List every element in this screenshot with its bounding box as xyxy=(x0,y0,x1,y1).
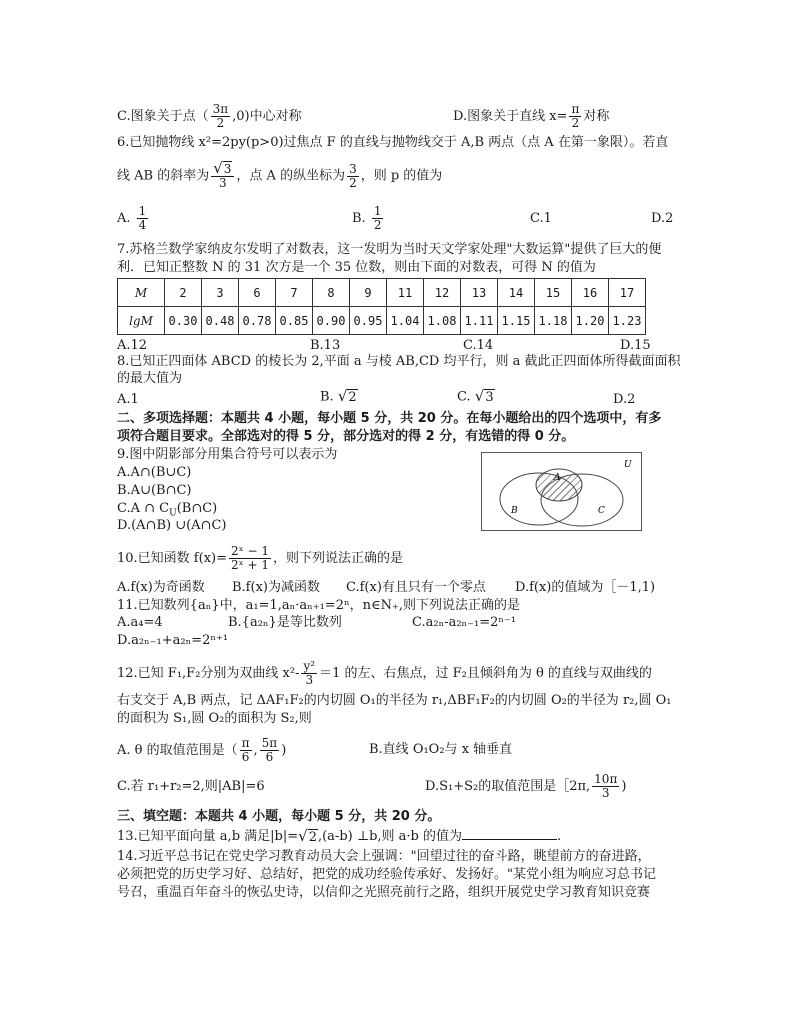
section-2-instructions: 项符合题目要求。全部选对的得 5 分，部分选对的得 2 分，有选错的得 0 分。 xyxy=(117,429,575,444)
q13-stem: 13.已知平面向量 a,b 满足|b|=√2,(a-b) ⊥b,则 a·b 的值为 . xyxy=(117,826,562,845)
log-table-cell: 1.11 xyxy=(461,307,498,335)
q12-option-a: A. θ 的取值范围是（ $\frac{\pi}{6}$ , $\frac{5\pi}{6}$ ) xyxy=(117,736,287,764)
log-table-cell: 9 xyxy=(350,279,387,307)
q6-option-a: A. $\frac{1}{4}$ xyxy=(117,204,147,232)
section-2-heading: 二、多项选择题：本题共 4 小题，每小题 5 分，共 20 分。在每小题给出的四个选项中，有多 xyxy=(117,411,662,426)
log-table-cell: 3 xyxy=(202,279,239,307)
q8-option-d: D.2 xyxy=(613,392,636,407)
log-table-cell: 1.08 xyxy=(424,307,461,335)
log-table-cell: 13 xyxy=(461,279,498,307)
venn-label-b: B xyxy=(511,506,518,516)
q10-option-c: C.f(x)有且只有一个零点 xyxy=(346,580,486,595)
q6-option-d: D.2 xyxy=(651,211,674,226)
log-table-cell: 8 xyxy=(313,279,350,307)
q8-option-c: C. √3 xyxy=(457,387,494,405)
q10-stem: 10.已知函数 f(x)= $\frac{\text{2ˣ − 1}}{\text{2ˣ + 1}}$ ，则下列说法正确的是 xyxy=(117,544,404,572)
q14-stem-line3: 号召，重温百年奋斗的恢弘史诗，以信仰之光照亮前行之路，组织开展党史学习教育知识竞赛 xyxy=(117,885,651,900)
q11-option-b: B.{a₂ₙ}是等比数列 xyxy=(228,615,342,630)
log-table-cell: 7 xyxy=(276,279,313,307)
log-table-cell: 0.30 xyxy=(165,307,202,335)
q11-stem: 11.已知数列{aₙ}中，a₁=1,aₙ·aₙ₊₁=2ⁿ，n∈N₊,则下列说法正确的是 xyxy=(117,598,520,613)
venn-diagram xyxy=(481,452,642,531)
log-table-cell: 15 xyxy=(535,279,572,307)
q12-stem-line1: 12.已知 F₁,F₂分别为双曲线 x²- $\frac{\text{y²}}{3}$ ＝1 的左、右焦点，过 F₂且倾斜角为 θ 的直线与双曲线的 xyxy=(117,659,652,687)
q7-stem-line2: 利．已知正整数 N 的 31 次方是一个 35 位数，则由下面的对数表，可得 N 的值为 xyxy=(117,260,596,275)
log-table-cell: 1.15 xyxy=(498,307,535,335)
q5-option-c: C.图象关于点（ $\frac{3\pi}{2}$ ,0)中心对称 xyxy=(117,102,302,130)
log-table-cell: 0.48 xyxy=(202,307,239,335)
log-table-cell: 1.23 xyxy=(609,307,646,335)
venn-label-u: U xyxy=(624,460,632,470)
venn-label-a: A xyxy=(554,473,561,483)
q9-stem: 9.图中阴影部分用集合符号可以表示为 xyxy=(117,447,338,462)
q7-option-d: D.15 xyxy=(620,338,651,353)
log-table-cell: 0.85 xyxy=(276,307,313,335)
sqrt-2: √2 xyxy=(298,826,317,845)
q6-option-b: B. $\frac{1}{2}$ xyxy=(352,204,382,232)
log-table-cell: 16 xyxy=(572,279,609,307)
q6-option-c: C.1 xyxy=(530,211,552,226)
sqrt-3: √3 xyxy=(474,387,494,405)
q8-stem-line2: 的最大值为 xyxy=(117,371,183,386)
q11-option-a: A.a₄=4 xyxy=(117,615,163,630)
log-table-cell: 11 xyxy=(387,279,424,307)
log-table-cell: 0.90 xyxy=(313,307,350,335)
log-table-row-m xyxy=(118,279,646,307)
q8-stem-line1: 8.已知正四面体 ABCD 的棱长为 2,平面 a 与棱 AB,CD 均平行，则 a 截此正四面体所得截面面积 xyxy=(117,354,681,369)
q11-option-c: C.a₂ₙ-a₂ₙ₋₁=2ⁿ⁻¹ xyxy=(412,615,517,630)
q5-option-d: D.图象关于直线 x= $\frac{\pi}{2}$ 对称 xyxy=(453,102,610,130)
q6-stem-line1: 6.已知抛物线 x²=2py(p>0)过焦点 F 的直线与抛物线交于 A,B 两点（点 A 在第一象限）。若直 xyxy=(117,135,669,150)
log-table-header-lgm: lgM xyxy=(118,307,165,335)
q7-option-a: A.12 xyxy=(117,338,148,353)
log-table-cell: 2 xyxy=(165,279,202,307)
q7-option-b: B.13 xyxy=(310,338,341,353)
q12-option-c: C.若 r₁+r₂=2,则|AB|=6 xyxy=(117,779,265,794)
q9-option-a: A.A∩(B∪C) xyxy=(117,465,192,480)
q12-stem-line2: 右支交于 A,B 两点，记 ΔAF₁F₂的内切圆 O₁的半径为 r₁,ΔBF₁F₂的内切圆 O₂的半径为 r₂,圆 O₁ xyxy=(117,693,672,708)
log-table-cell: 1.20 xyxy=(572,307,609,335)
q8-option-b: B. √2 xyxy=(320,387,357,405)
log-table-cell: 1.18 xyxy=(535,307,572,335)
log-table-cell: 1.04 xyxy=(387,307,424,335)
log-table-cell: 6 xyxy=(239,279,276,307)
log-table xyxy=(117,278,646,335)
q8-option-a: A.1 xyxy=(117,392,139,407)
q7-stem-line1: 7.苏格兰数学家纳皮尔发明了对数表，这一发明为当时天文学家处理"大数运算"提供了巨大的便 xyxy=(117,242,662,257)
q10-option-a: A.f(x)为奇函数 xyxy=(117,580,205,595)
sqrt-3: √3 xyxy=(213,159,232,177)
venn-label-c: C xyxy=(598,506,605,516)
q12-option-d: D.S₁+S₂的取值范围是［2π, $\frac{10\pi}{3}$ ) xyxy=(425,772,627,800)
q11-option-d: D.a₂ₙ₋₁+a₂ₙ=2ⁿ⁺¹ xyxy=(117,633,229,648)
q10-option-d: D.f(x)的值域为［－1,1) xyxy=(515,580,656,595)
log-table-cell: 14 xyxy=(498,279,535,307)
q13-answer-blank xyxy=(462,827,557,840)
sqrt-2: √2 xyxy=(337,387,357,405)
q14-stem-line2: 必须把党的历史学习好、总结好，把党的成功经验传承好、发扬好。"某党小组为响应习总书记 xyxy=(117,867,656,882)
log-table-cell: 12 xyxy=(424,279,461,307)
q7-option-c: C.14 xyxy=(463,338,494,353)
log-table-header-m: M xyxy=(118,279,165,307)
log-table-row-lg xyxy=(118,307,646,335)
q12-option-b: B.直线 O₁O₂与 x 轴垂直 xyxy=(369,742,513,757)
q14-stem-line1: 14.习近平总书记在党史学习教育动员大会上强调："回望过往的奋斗路，眺望前方的奋进路， xyxy=(117,849,651,864)
q10-option-b: B.f(x)为减函数 xyxy=(232,580,320,595)
q9-option-d: D.(A∩B) ∪(A∩C) xyxy=(117,518,227,533)
section-3-heading: 三、填空题：本题共 4 小题，每小题 5 分，共 20 分。 xyxy=(117,809,441,824)
log-table-cell: 0.78 xyxy=(239,307,276,335)
q9-option-b: B.A∪(B∩C) xyxy=(117,483,192,498)
q12-stem-line3: 的面积为 S₁,圆 O₂的面积为 S₂,则 xyxy=(117,711,312,726)
log-table-cell: 17 xyxy=(609,279,646,307)
q6-stem-line2: 线 AB 的斜率为 $\frac{√3}{3}$ ，点 A 的纵坐标为 $\frac{3}{2}$ ，则 p 的值为 xyxy=(117,159,443,190)
q9-option-c: C.A ∩ $C_U(B\cap C)$ xyxy=(117,501,218,519)
log-table-cell: 0.95 xyxy=(350,307,387,335)
